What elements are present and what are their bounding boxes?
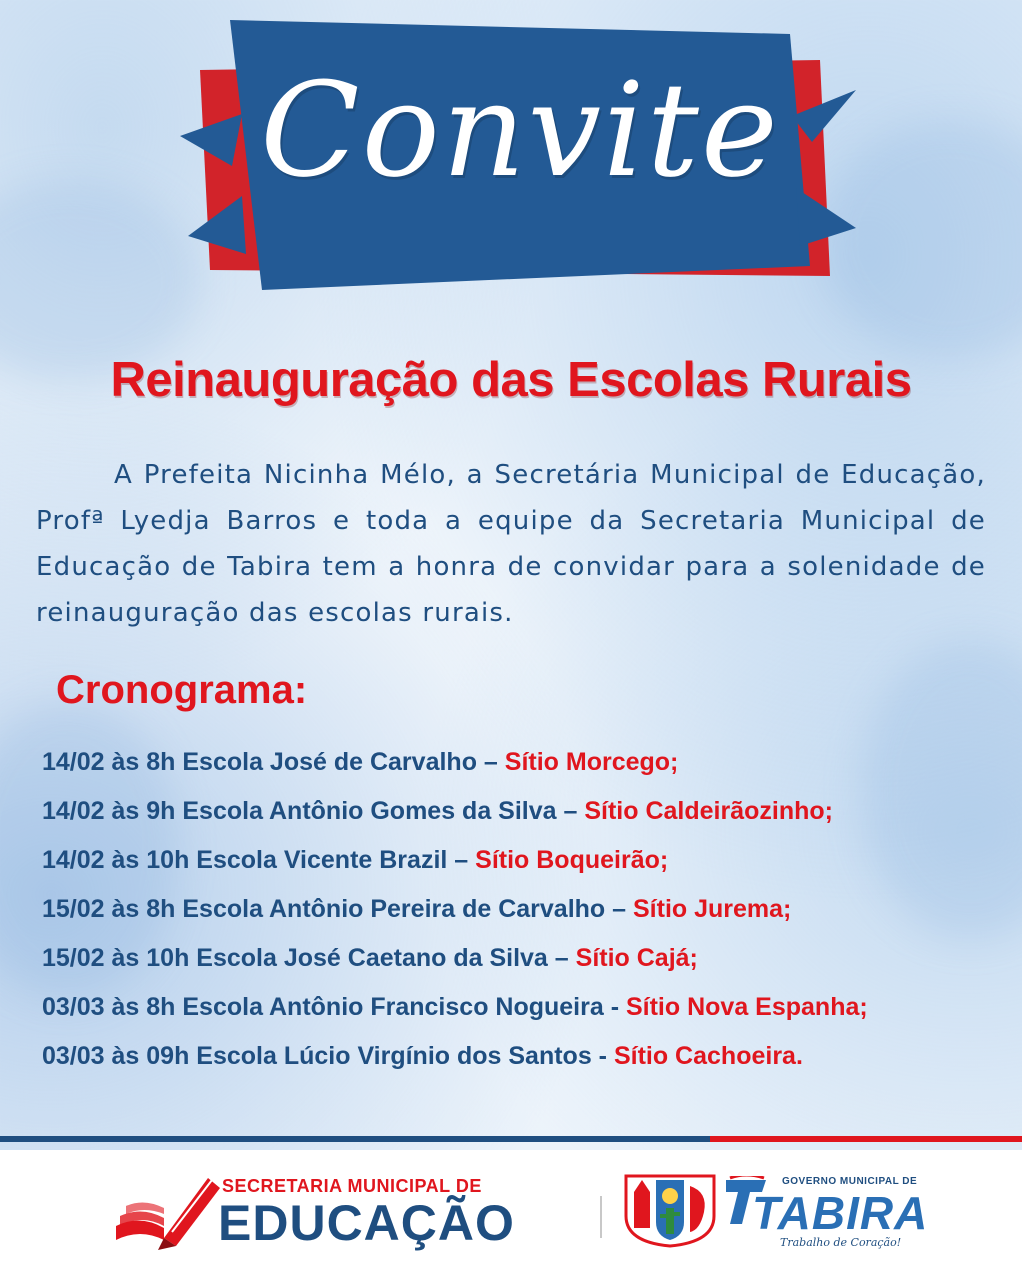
schedule-item: [42, 789, 1012, 838]
secretaria-line2: EDUCAÇÃO: [218, 1195, 515, 1251]
schedule-item-text: 15/02 às 10h Escola José Caetano da Silva –: [42, 944, 576, 972]
gov-label-small: GOVERNO MUNICIPAL DE: [782, 1176, 918, 1187]
schedule-item: [42, 838, 1012, 887]
footer-divider: [600, 1196, 602, 1238]
gov-name: TABIRA: [752, 1187, 929, 1239]
banner-title: Convite: [260, 54, 780, 206]
footer-stripe-red: [710, 1136, 1022, 1142]
schedule-item-text: 14/02 às 9h Escola Antônio Gomes da Silva –: [42, 797, 585, 825]
intro-paragraph: A Prefeita Nicinha Mélo, a Secretária Municipal de Educação, Profª Lyedja Barros e toda a equipe da Secretaria Municipal de Educação de Tabira tem a honra de convidar para a solenidade de reinauguração das escolas rurais.: [36, 460, 986, 628]
schedule-item-text: 03/03 às 8h Escola Antônio Francisco Nogueira -: [42, 993, 626, 1021]
schedule-item-text: 14/02 às 10h Escola Vicente Brazil –: [42, 846, 476, 874]
schedule-item-place: Sítio Morcego;: [504, 748, 679, 776]
schedule-item: [42, 887, 1012, 936]
schedule-item-place: Sítio Caldeirãozinho;: [584, 797, 833, 825]
page-headline: Reinauguração das Escolas Rurais: [110, 353, 912, 407]
schedule-item: [42, 740, 1012, 789]
gov-tagline: Trabalho de Coração!: [780, 1236, 902, 1249]
schedule-item: [42, 985, 1012, 1034]
title-banner: [180, 18, 860, 298]
bg-brush: [0, 180, 200, 380]
schedule-item-place: Sítio Cajá;: [575, 944, 698, 972]
city-crest-icon: [620, 1172, 720, 1248]
schedule-item-text: 03/03 às 09h Escola Lúcio Virgínio dos Santos -: [42, 1042, 614, 1070]
schedule-title: Cronograma:: [56, 668, 308, 712]
schedule-item-text: 15/02 às 8h Escola Antônio Pereira de Carvalho –: [42, 895, 633, 923]
schedule-list: [42, 740, 1012, 1083]
schedule-item-place: Sítio Boqueirão;: [475, 846, 669, 874]
schedule-item: [42, 936, 1012, 985]
schedule-item-place: Sítio Cachoeira.: [613, 1042, 803, 1070]
schedule-item-text: 14/02 às 8h Escola José de Carvalho –: [42, 748, 505, 776]
secretaria-line1: SECRETARIA MUNICIPAL DE: [222, 1176, 482, 1196]
schedule-item: [42, 1034, 1012, 1083]
pencil-book-logo-icon: [112, 1170, 222, 1250]
schedule-item-place: Sítio Jurema;: [633, 895, 792, 923]
schedule-item-place: Sítio Nova Espanha;: [625, 993, 868, 1021]
